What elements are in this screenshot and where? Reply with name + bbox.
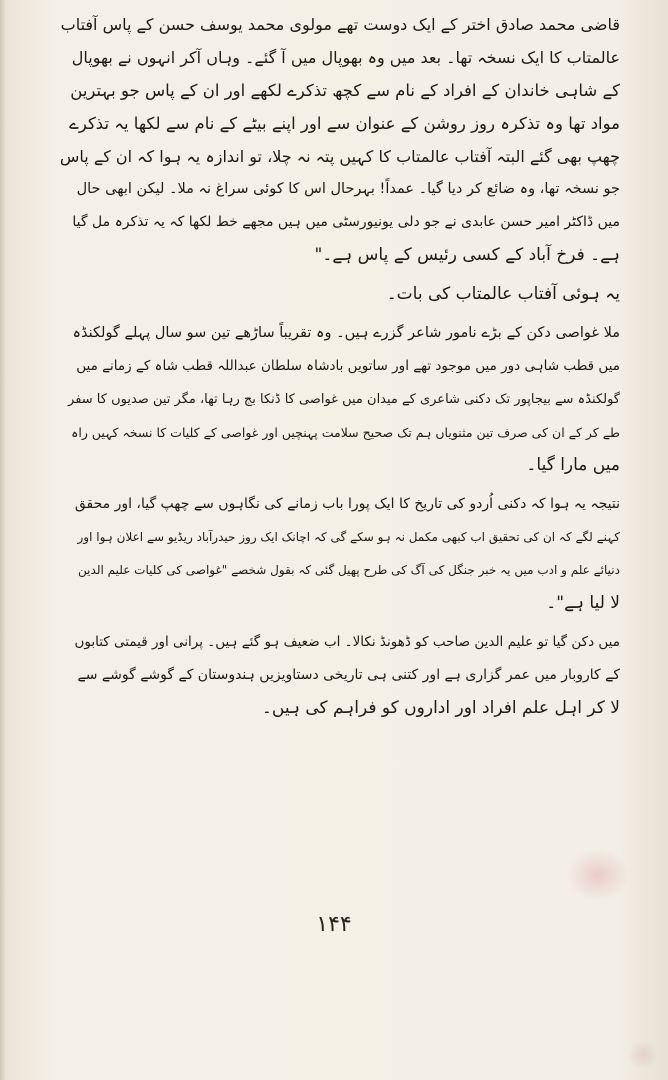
text-line: ملا غواصی دکن کے بڑے نامور شاعر گزرے ہیں۔ وہ تقریباً ساڑھے تین سو سال پہلے گولکنڈہ [72, 325, 620, 341]
paragraph [60, 626, 620, 725]
text-line: لا کر اہل علم افراد اور اداروں کو فراہم کی ہیں۔ [261, 698, 620, 718]
text-line: چھپ بھی گئے البتہ آفتاب عالمتاب کا کہیں پتہ نہ چلا، تو اندازہ یہ ہوا کہ ان کے پاس [60, 147, 620, 166]
text-line: کے کاروبار میں عمر گزاری ہے اور کتنی ہی تاریخی دستاویزیں ہندوستان کے گوشے گوشے سے [77, 667, 620, 683]
text-line: کے شاہی خاندان کے افراد کے نام سے کچھ تذکرے لکھے اور ان کے پاس جو بہترین [70, 81, 620, 100]
text-line: گولکنڈہ سے بیجاپور تک دکنی شاعری کے میدان میں غواصی کا ڈنکا بج رہا تھا، مگر تین صدیوں کا سفر [68, 392, 620, 407]
page-body-text [60, 8, 620, 725]
paragraph [60, 278, 620, 311]
page-number: ۱۴۴ [316, 912, 352, 937]
text-line: میں دکن گیا تو علیم الدین صاحب کو ڈھونڈ نکالا۔ اب ضعیف ہو گئے ہیں۔ پرانی اور قیمتی کتابوں [74, 634, 620, 650]
ink-stain [566, 848, 630, 902]
text-line: میں قطب شاہی دور میں موجود تھے اور ساتویں بادشاہ سلطان عبداللہ قطب شاہ کے زمانے میں [76, 358, 620, 374]
text-line: دنیائے علم و ادب میں یہ خبر جنگل کی آگ کی طرح پھیل گئی کہ بقول شخصے "غواصی کی کلیات علیم الدین [78, 563, 620, 577]
text-line: طے کر کے ان کی صرف تین مثنویاں ہم تک صحیح سلامت پہنچیں اور غواصی کے کلیات کا نسخہ کہیں راہ [71, 425, 620, 440]
text-line: نتیجہ یہ ہوا کہ دکنی اُردو کی تاریخ کا ایک پورا باب زمانے کی نگاہوں سے چھپ گیا، اور محقق [74, 496, 620, 512]
text-line: میں ڈاکٹر امیر حسن عابدی نے جو دلی یونیورسٹی میں ہیں مجھے خط لکھا کہ یہ تذکرہ مل گیا [72, 214, 620, 230]
text-line: لا لیا ہے"۔ [546, 593, 620, 613]
paragraph [60, 8, 620, 272]
text-line: یہ ہوئی آفتاب عالمتاب کی بات۔ [386, 284, 620, 304]
paragraph [60, 488, 620, 620]
text-line: عالمتاب کا ایک نسخہ تھا۔ بعد میں وہ بھوپال میں آ گئے۔ وہاں آکر انہوں نے بھوپال [71, 48, 620, 67]
text-line: میں مارا گیا۔ [526, 455, 620, 475]
text-line: ہے۔ فرخ آباد کے کسی رئیس کے پاس ہے۔" [314, 245, 620, 265]
paragraph [60, 317, 620, 482]
text-line: قاضی محمد صادق اختر کے ایک دوست تھے مولوی محمد یوسف حسن کے پاس آفتاب [60, 15, 620, 34]
text-line: جو نسخہ تھا، وہ ضائع کر دیا گیا۔ عمداً! بہرحال اس کا کوئی سراغ نہ ملا۔ لیکن ابھی حال [76, 181, 620, 197]
ink-stain-small [628, 1040, 658, 1070]
text-line: مواد تھا وہ تذکرہ روز روشن کے عنوان سے اور اپنے بیٹے کے نام سے لکھا یہ تذکرے [69, 114, 620, 133]
text-line: کہنے لگے کہ ان کی تحقیق اب کبھی مکمل نہ ہو سکے گی کہ اچانک ایک روز حیدرآباد ریڈیو سے اعلان ہوا اور [77, 530, 620, 544]
